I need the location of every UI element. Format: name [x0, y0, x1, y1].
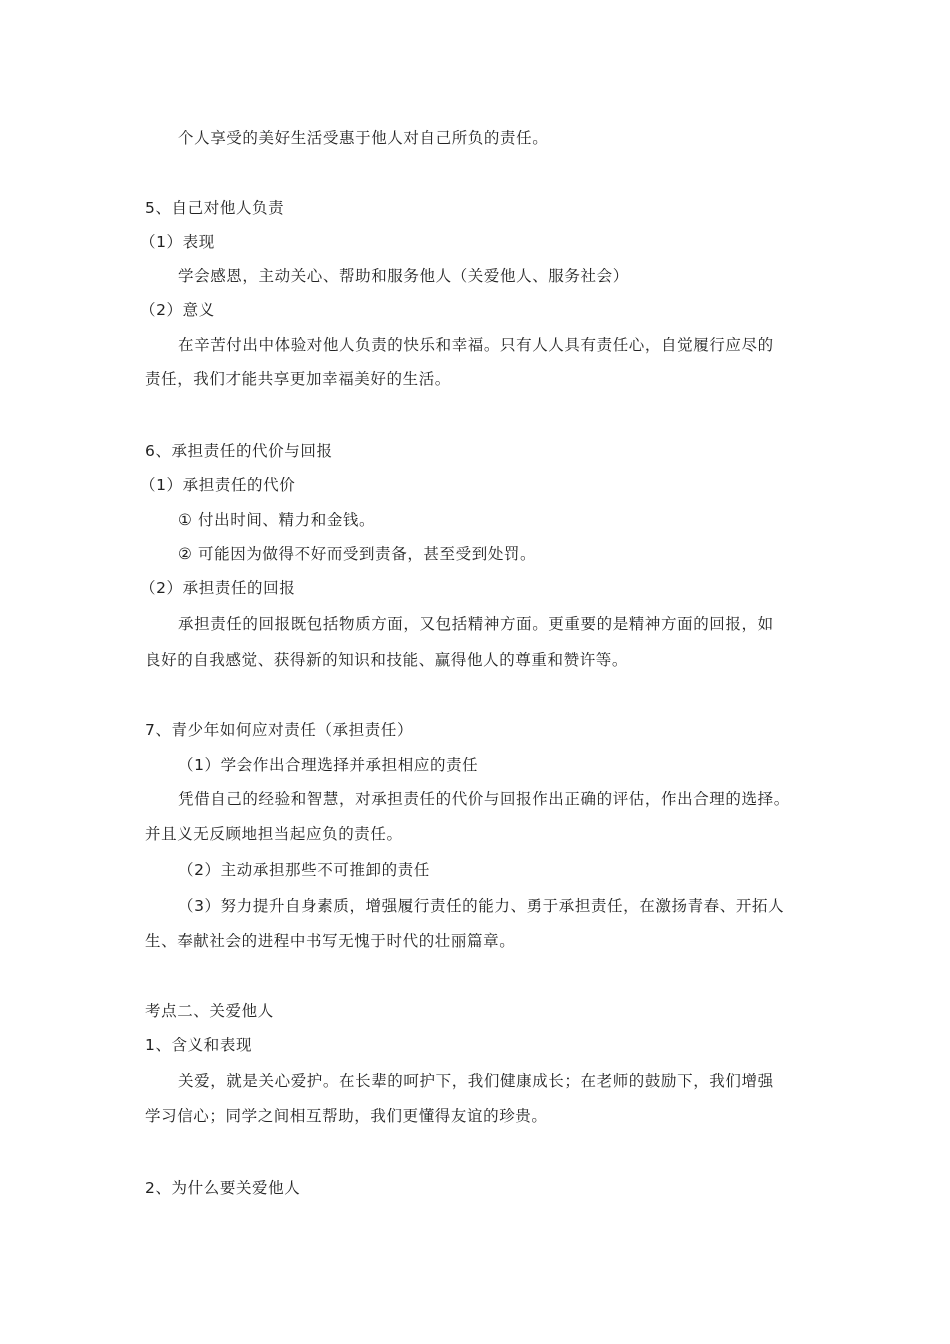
text-line: 学习信心；同学之间相互帮助，我们更懂得友谊的珍贵。: [145, 1107, 548, 1125]
subsection-heading: （2）承担责任的回报: [140, 579, 296, 597]
text-line: 并且义无反顾地担当起应负的责任。: [145, 825, 403, 843]
subsection-heading: （1）表现: [140, 233, 215, 251]
text-line: 承担责任的回报既包括物质方面，又包括精神方面。更重要的是精神方面的回报，如: [178, 615, 774, 633]
section-heading: 7、青少年如何应对责任（承担责任）: [145, 721, 414, 739]
text-line: 在辛苦付出中体验对他人负责的快乐和幸福。只有人人具有责任心，自觉履行应尽的: [178, 336, 774, 354]
list-item: ② 可能因为做得不好而受到责备，甚至受到处罚。: [178, 545, 537, 563]
section-heading: 考点二、关爱他人: [145, 1002, 274, 1020]
section-heading: 6、承担责任的代价与回报: [145, 442, 333, 460]
text-line: 凭借自己的经验和智慧，对承担责任的代价与回报作出正确的评估，作出合理的选择。: [178, 790, 790, 808]
list-item: ① 付出时间、精力和金钱。: [178, 511, 376, 529]
text-line: （3）努力提升自身素质，增强履行责任的能力、勇于承担责任，在激扬青春、开拓人: [178, 897, 785, 915]
text-line: 关爱，就是关心爱护。在长辈的呵护下，我们健康成长；在老师的鼓励下，我们增强: [178, 1072, 774, 1090]
text-line: 生、奉献社会的进程中书写无愧于时代的壮丽篇章。: [145, 932, 516, 950]
subsection-heading: 1、含义和表现: [145, 1036, 253, 1054]
text-line: 良好的自我感觉、获得新的知识和技能、赢得他人的尊重和赞许等。: [145, 651, 629, 669]
text-line: 责任，我们才能共享更加幸福美好的生活。: [145, 370, 451, 388]
text-line: 学会感恩，主动关心、帮助和服务他人（关爱他人、服务社会）: [178, 267, 629, 285]
text-line: 个人享受的美好生活受惠于他人对自己所负的责任。: [178, 129, 549, 147]
subsection-heading: （1）承担责任的代价: [140, 476, 296, 494]
subsection-heading: （1）学会作出合理选择并承担相应的责任: [178, 756, 479, 774]
subsection-heading: （2）意义: [140, 301, 215, 319]
subsection-heading: （2）主动承担那些不可推卸的责任: [178, 861, 430, 879]
section-heading: 5、自己对他人负责: [145, 199, 285, 217]
subsection-heading: 2、为什么要关爱他人: [145, 1179, 301, 1197]
